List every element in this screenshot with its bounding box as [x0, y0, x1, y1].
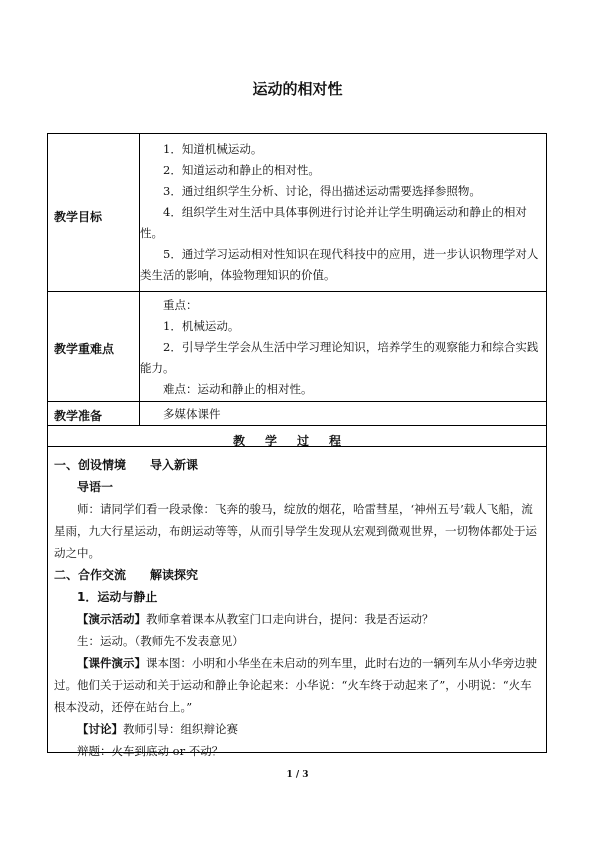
process-content — [54, 454, 542, 762]
row-divider — [48, 291, 546, 292]
key-point-item: 重点： — [163, 298, 198, 312]
objective-item: 1．知道机械运动。 — [163, 142, 263, 156]
objectives-content — [140, 139, 545, 286]
section-heading: 二、合作交流 解读探究 — [54, 568, 199, 582]
key-points-label: 教学重难点 — [54, 342, 115, 356]
page-number: 1 / 3 — [286, 770, 309, 780]
objective-item: 2．知道运动和静止的相对性。 — [163, 163, 320, 177]
section-heading: 一、创设情境 导入新课 — [54, 458, 199, 472]
objective-item: 5．通过学习运动相对性知识在现代科技中的应用，进一步认识物理学对人类生活的影响，体验物理知识的价值。 — [140, 247, 539, 282]
objective-item: 3．通过组织学生分析、讨论，得出描述运动需要选择参照物。 — [163, 184, 481, 198]
demo-text: 教师拿着课本从教室门口走向讲台，提问：我是否运动？ — [146, 612, 434, 626]
demo-tag: 【演示活动】 — [77, 612, 146, 626]
key-point-item: 2．引导学生学会从生活中学习理论知识，培养学生的观察能力和综合实践能力。 — [140, 340, 539, 375]
page-title: 运动的相对性 — [252, 80, 343, 98]
courseware-text: 课本图：小明和小华坐在未启动的列车里，此时右边的一辆列车从小华旁边驶过。他们关于运动和关于运动和静止争论起来：小华说：“火车终于动起来了”，小明说：“火车根本没动，还停在站台上。” — [54, 656, 537, 714]
subsection-heading: 1．运动与静止 — [77, 590, 158, 604]
courseware-tag: 【课件演示】 — [77, 656, 146, 670]
prep-value: 多媒体课件 — [163, 407, 221, 421]
discuss-text: 教师引导：组织辩论赛 — [123, 722, 238, 736]
objectives-label: 教学目标 — [54, 210, 103, 224]
discuss-tag: 【讨论】 — [77, 722, 123, 736]
discuss-paragraph — [54, 718, 542, 740]
process-title: 教学过程 — [232, 434, 361, 448]
intro-paragraph: 师：请同学们看一段录像：飞奔的骏马，绽放的烟花，哈雷彗星，‘神州五号’载人飞船，流星雨，九大行星运动，布朗运动等等，从而引导学生发现从宏观到微观世界，一切物体都处于运动之中。 — [54, 502, 537, 560]
prep-label: 教学准备 — [54, 409, 103, 423]
debate-topic: 辩题：火车到底动 or 不动？ — [77, 744, 224, 758]
key-point-item: 1．机械运动。 — [163, 319, 240, 333]
row-divider — [48, 425, 546, 426]
key-point-item: 难点：运动和静止的相对性。 — [163, 382, 313, 396]
subsection-heading: 导语一 — [77, 480, 114, 494]
courseware-paragraph — [54, 652, 542, 718]
row-divider — [48, 401, 546, 402]
student-response: 生：运动。（教师先不发表意见） — [77, 634, 244, 648]
demo-paragraph — [54, 608, 542, 630]
prep-content — [140, 404, 545, 425]
objective-item: 4．组织学生对生活中具体事例进行讨论并让学生明确运动和静止的相对性。 — [140, 205, 527, 240]
lesson-plan-table — [47, 133, 547, 758]
key-points-content — [140, 295, 545, 400]
